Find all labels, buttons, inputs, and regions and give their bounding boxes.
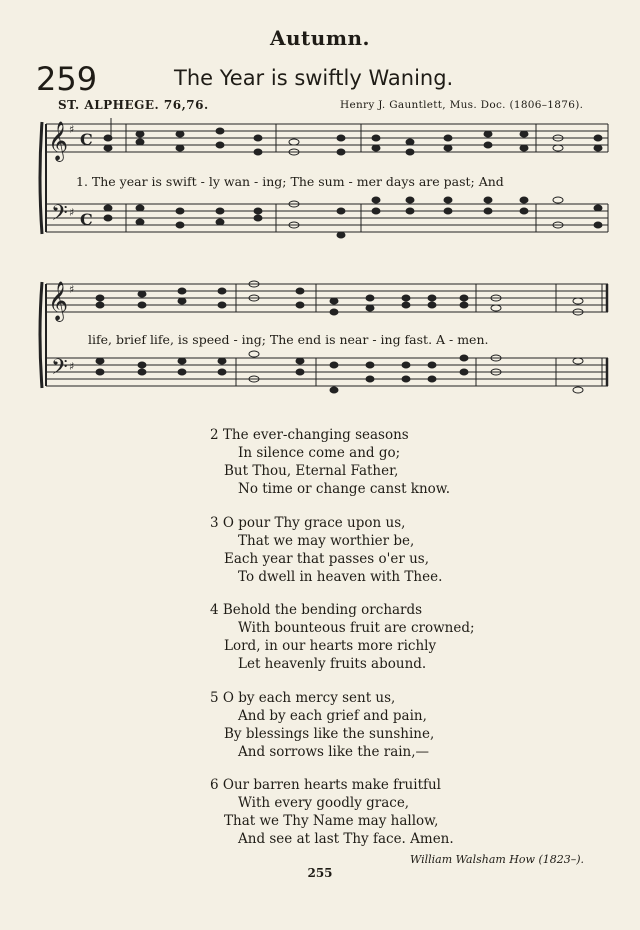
verse-line: And see at last Thy face. Amen.	[238, 831, 454, 847]
tune-name: ST. ALPHEGE. 76,76.	[58, 98, 209, 112]
svg-text:𝄢: 𝄢	[51, 355, 68, 385]
svg-text:♯: ♯	[69, 360, 75, 373]
verse-2	[210, 426, 450, 498]
svg-text:𝄢: 𝄢	[51, 201, 68, 231]
svg-text:C: C	[80, 130, 93, 149]
verse-3	[210, 514, 442, 586]
verse-line: 5 O by each mercy sent us,	[210, 690, 396, 706]
hymn-title: The Year is swiftly Waning.	[174, 66, 454, 90]
verse-line: 4 Behold the bending orchards	[210, 602, 423, 618]
verse-line: Let heavenly fruits abound.	[238, 656, 427, 672]
lyrics-line-2: life, brief life, is speed - ing; The end is near - ing fast. A - men.	[88, 332, 489, 347]
verse-line: No time or change canst know.	[238, 481, 451, 497]
author-attribution: William Walsham How (1823–).	[410, 853, 585, 866]
verse-line: With bounteous fruit are crowned;	[238, 620, 475, 636]
music-system-2	[36, 270, 616, 410]
composer-credit: Henry J. Gauntlett, Mus. Doc. (1806–1876).	[340, 99, 584, 111]
verse-6	[210, 776, 454, 848]
verse-line: By blessings like the sunshine,	[224, 726, 435, 742]
verse-line: In silence come and go;	[238, 445, 401, 461]
verse-line: Lord, in our hearts more richly	[224, 638, 437, 654]
verse-line: With every goodly grace,	[238, 795, 410, 811]
verse-line: And sorrows like the rain,—	[238, 744, 430, 760]
verse-line: But Thou, Eternal Father,	[224, 463, 399, 479]
svg-text:♯: ♯	[69, 123, 75, 136]
svg-text:C: C	[80, 210, 93, 229]
music-system-1	[36, 112, 616, 252]
verse-line: Each year that passes o'er us,	[224, 551, 429, 567]
verse-line: That we may worthier be,	[238, 533, 415, 549]
verse-line: To dwell in heaven with Thee.	[238, 569, 443, 585]
svg-text:𝄞: 𝄞	[48, 281, 69, 321]
verse-line: 3 O pour Thy grace upon us,	[210, 515, 406, 531]
svg-text:♯: ♯	[69, 283, 75, 296]
verse-5	[210, 689, 434, 761]
svg-text:♯: ♯	[69, 206, 75, 219]
verse-line: That we Thy Name may hallow,	[224, 813, 439, 829]
verse-4	[210, 601, 475, 673]
section-title: Autumn.	[269, 26, 370, 50]
verse-line: 6 Our barren hearts make fruitful	[210, 777, 441, 793]
verse-line: And by each grief and pain,	[238, 708, 427, 724]
page-number: 255	[307, 866, 333, 880]
svg-text:𝄞: 𝄞	[48, 121, 69, 161]
hymn-number: 259	[36, 60, 98, 98]
verse-line: 2 The ever-changing seasons	[210, 427, 409, 443]
lyrics-line-1: 1. The year is swift - ly wan - ing; The sum - mer days are past; And	[76, 174, 504, 189]
